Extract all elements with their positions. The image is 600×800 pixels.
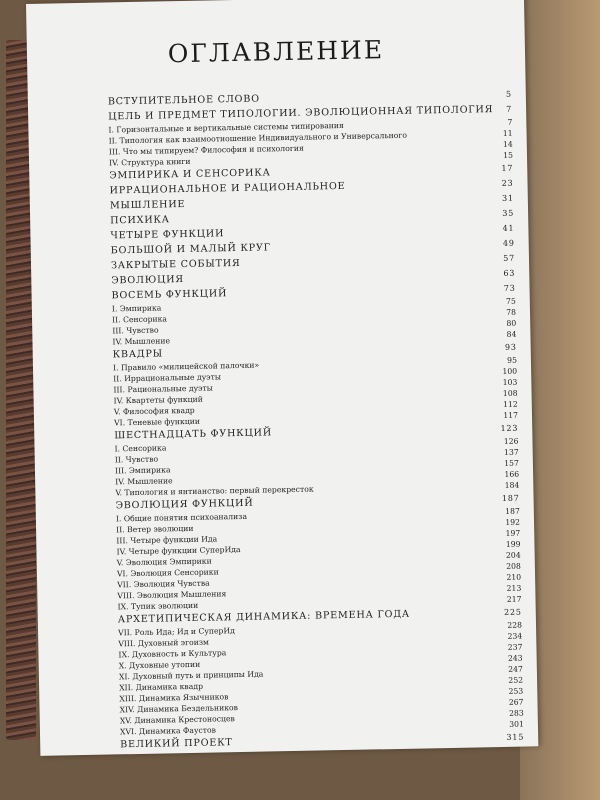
toc-entry-title: II. Иррациональные дуэты xyxy=(113,372,222,384)
toc-page-number: 49 xyxy=(502,238,515,248)
toc-entry-title: III. Четыре функции Ида xyxy=(116,534,218,546)
toc-page-number: 57 xyxy=(503,253,516,263)
toc-page-number: 204 xyxy=(505,550,521,560)
toc-page-number: 137 xyxy=(503,447,519,457)
toc-page-number: 95 xyxy=(507,355,518,365)
toc-page-number: 166 xyxy=(504,469,520,479)
toc-page-number: 197 xyxy=(505,528,521,538)
toc-page-number: 253 xyxy=(508,686,524,696)
toc-entry-title: I. Правило «милицейской палочки» xyxy=(112,360,260,373)
toc-page-number: 213 xyxy=(506,583,522,593)
toc-page-number: 103 xyxy=(502,377,518,387)
toc-page-number: 75 xyxy=(505,296,516,306)
toc-entry-title: XV. Динамика Крестоносцев xyxy=(119,714,235,726)
book-page xyxy=(26,0,538,756)
toc-entry-title: VIII. Духовный эгоизм xyxy=(118,637,210,649)
toc-entry-title: X. Духовные утопии xyxy=(118,659,201,671)
toc-entry-title: IV. Структура книги xyxy=(108,156,191,168)
toc-page-number: 237 xyxy=(507,642,523,652)
toc-entry-title: IX. Духовность и Культура xyxy=(118,648,227,660)
toc-page-number: 93 xyxy=(504,342,517,352)
toc-page-number: 11 xyxy=(502,128,513,138)
toc-entry-title: XVI. Динамика Фаустов xyxy=(119,725,217,737)
toc-entry-title: II. Ветер эволюции xyxy=(116,523,194,535)
toc-entry-title: ЗАКРЫТЫЕ СОБЫТИЯ xyxy=(110,257,241,272)
toc-entry-title: АРХЕТИПИЧЕСКАЯ ДИНАМИКА: ВРЕМЕНА ГОДА xyxy=(117,608,411,626)
toc-entry-title: V. Типология и янтианство: первый перекресток xyxy=(115,484,314,498)
toc-page-number: 187 xyxy=(501,493,520,503)
toc-page-number: 243 xyxy=(507,653,523,663)
toc-page-number: 315 xyxy=(506,732,525,742)
toc-page-number: 7 xyxy=(507,117,513,127)
toc-page-number: 225 xyxy=(504,607,522,617)
page-title: ОГЛАВЛЕНИЕ xyxy=(167,35,385,69)
toc-page-number: 100 xyxy=(502,366,518,376)
toc-entry-title: ИРРАЦИОНАЛЬНОЕ И РАЦИОНАЛЬНОЕ xyxy=(109,180,346,197)
toc-page-number: 228 xyxy=(507,620,523,630)
toc-page-number: 84 xyxy=(506,329,517,339)
toc-page-number: 126 xyxy=(503,436,519,446)
toc-entry-title: III. Чувство xyxy=(112,325,159,336)
toc-entry-title: III. Рациональные дуэты xyxy=(113,383,213,395)
toc-page-number: 112 xyxy=(503,399,518,409)
toc-page-number: 73 xyxy=(503,283,516,293)
toc-page-number: 7 xyxy=(506,104,513,114)
toc-page-number: 187 xyxy=(505,506,520,516)
toc-entry-title: МЫШЛЕНИЕ xyxy=(109,198,186,212)
toc-entry-title: ЭМПИРИКА И СЕНСОРИКА xyxy=(109,167,271,182)
table-of-contents xyxy=(108,87,525,753)
toc-entry-title: ШЕСТНАДЦАТЬ ФУНКЦИЙ xyxy=(114,427,273,442)
toc-entry-title: ПСИХИКА xyxy=(110,214,170,227)
toc-entry-title: ВЕЛИКИЙ ПРОЕКТ xyxy=(120,737,233,751)
toc-page-number: 267 xyxy=(508,697,524,707)
toc-entry-title: VI. Теневые функции xyxy=(113,416,201,428)
toc-page-number: 23 xyxy=(501,178,514,188)
toc-page-number: 217 xyxy=(506,594,522,604)
toc-page-number: 184 xyxy=(504,480,520,490)
toc-entry-title: ЭВОЛЮЦИЯ xyxy=(111,274,185,287)
toc-entry-title: III. Эмпирика xyxy=(114,465,171,476)
toc-entry-title: IV. Мышление xyxy=(112,336,171,347)
toc-entry-title: БОЛЬШОЙ И МАЛЫЙ КРУГ xyxy=(110,242,271,257)
toc-entry-title: I. Общие понятия психоанализа xyxy=(115,511,248,524)
toc-page-number: 17 xyxy=(501,163,514,173)
toc-page-number: 199 xyxy=(505,539,521,549)
toc-entry-title: II. Чувство xyxy=(114,454,159,465)
toc-entry-title: ВСТУПИТЕЛЬНОЕ СЛОВО xyxy=(107,93,260,108)
toc-page-number: 108 xyxy=(502,388,518,398)
toc-entry-title: II. Типология как взаимоотношение Индивидуального и Универсального xyxy=(108,130,408,146)
toc-page-number: 41 xyxy=(502,223,515,233)
toc-entry-title: ВОСЕМЬ ФУНКЦИЙ xyxy=(111,288,228,302)
toc-page-number: 14 xyxy=(502,139,513,149)
toc-page-number: 192 xyxy=(505,517,521,527)
toc-page-number: 63 xyxy=(503,268,516,278)
toc-entry-title: XII. Динамика квадр xyxy=(119,681,204,693)
toc-entry-title: I. Горизонтальные и вертикальные системы типирования xyxy=(108,120,344,135)
toc-entry-title: ЦЕЛЬ И ПРЕДМЕТ ТИПОЛОГИИ. ЭВОЛЮЦИОННАЯ ТИПОЛОГИЯ xyxy=(108,104,494,123)
toc-page-number: 252 xyxy=(508,675,524,685)
toc-page-number: 210 xyxy=(506,572,522,582)
toc-page-number: 283 xyxy=(508,708,524,718)
toc-page-number: 157 xyxy=(504,458,519,468)
toc-entry-title: V. Философия квадр xyxy=(113,405,195,417)
toc-entry-title: VIII. Эволюция Мышления xyxy=(117,589,227,601)
toc-page-number: 117 xyxy=(503,410,519,420)
toc-page-number: 208 xyxy=(506,561,521,571)
toc-page-number: 35 xyxy=(502,208,515,218)
toc-page-number: 15 xyxy=(503,150,514,160)
toc-entry-title: VII. Эволюция Чувства xyxy=(117,578,210,590)
toc-entry-title: III. Что мы типируем? Философия и психология xyxy=(108,143,304,157)
toc-entry-title: V. Эволюция Эмпирики xyxy=(116,556,212,568)
toc-page-number: 123 xyxy=(500,423,519,433)
toc-entry-title: II. Сенсорика xyxy=(111,314,168,325)
toc-page-number: 80 xyxy=(506,318,517,328)
toc-entry-title: VII. Роль Ида; Ид и СуперИд xyxy=(118,626,235,638)
toc-page-number: 78 xyxy=(506,307,517,317)
toc-entry-title: XIV. Динамика Бездельников xyxy=(119,703,239,715)
toc-entry-title: IX. Тупик эволюции xyxy=(117,600,199,612)
toc-entry-title: I. Эмпирика xyxy=(111,303,162,314)
toc-entry-title: XIII. Динамика Язычников xyxy=(119,692,229,704)
toc-page-number: 5 xyxy=(505,89,512,99)
toc-entry-title: XI. Духовный путь и принципы Ида xyxy=(118,669,264,682)
toc-entry-title: КВАДРЫ xyxy=(112,348,164,361)
toc-page-number: 247 xyxy=(508,664,523,674)
toc-entry-title: I. Сенсорика xyxy=(114,443,167,454)
toc-page-number: 31 xyxy=(501,193,514,203)
toc-entry-title: IV. Четыре функции СуперИда xyxy=(116,544,241,557)
toc-page-number: 234 xyxy=(507,631,523,641)
toc-entry-title: IV. Мышление xyxy=(115,476,173,487)
toc-page-number: 301 xyxy=(509,719,525,729)
toc-entry-title: ЧЕТЫРЕ ФУНКЦИИ xyxy=(110,228,225,242)
toc-entry-title: IV. Квартеты функций xyxy=(113,394,203,406)
toc-entry-title: VI. Эволюция Сенсорики xyxy=(116,567,219,579)
toc-entry-title: ЭВОЛЮЦИЯ ФУНКЦИЙ xyxy=(115,497,254,512)
